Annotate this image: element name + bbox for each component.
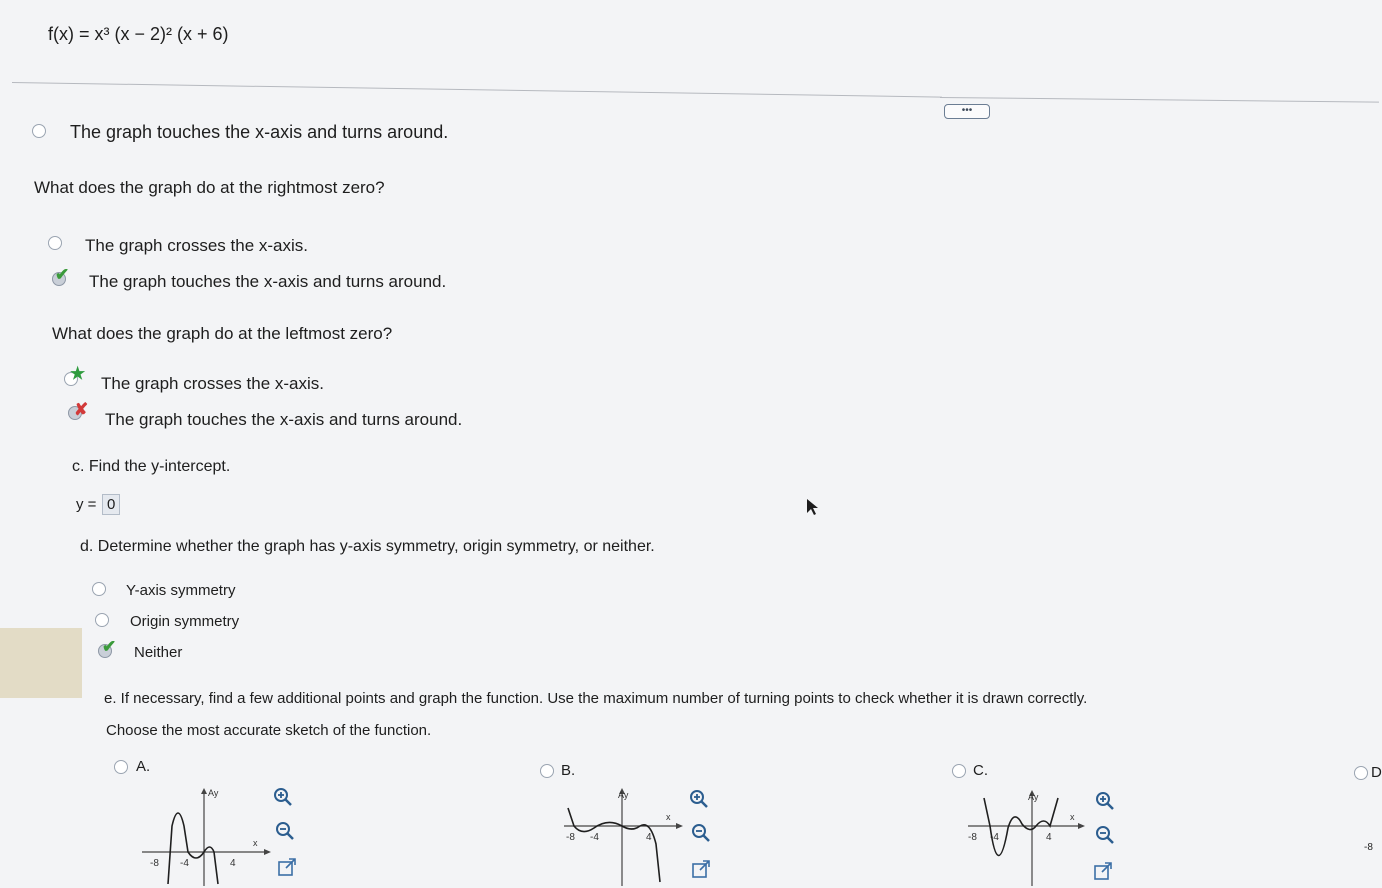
zoom-out-icon[interactable] [690, 822, 712, 844]
tick-label: -4 [180, 858, 189, 869]
choice-d-label[interactable]: D [1371, 764, 1382, 781]
tick-label: -8 [566, 832, 575, 843]
part-c-prompt: c. Find the y-intercept. [72, 458, 231, 475]
leftmost-zero-question: What does the graph do at the leftmost zero? [52, 324, 393, 343]
graph-choice-c[interactable] [964, 788, 1094, 888]
axis-label-x: x [666, 812, 671, 822]
graph-choice-b[interactable] [560, 786, 690, 888]
cross-icon: ✘ [74, 400, 89, 419]
zoom-in-icon[interactable] [688, 788, 710, 810]
function-expression: f(x) = x³ (x − 2)² (x + 6) [48, 24, 229, 44]
radio-y-axis-symmetry[interactable] [92, 582, 106, 596]
option-neither[interactable]: Neither [134, 644, 183, 661]
rightmost-option-touches[interactable]: The graph touches the x-axis and turns around. [89, 272, 447, 291]
axis-label-x: x [253, 838, 258, 848]
axis-label-y: Ay [208, 788, 219, 798]
open-external-icon[interactable] [1092, 860, 1114, 882]
tick-label: -8 [150, 858, 159, 869]
prev-option-label: The graph touches the x-axis and turns around. [70, 122, 449, 142]
option-origin-symmetry[interactable]: Origin symmetry [130, 613, 240, 630]
part-e-prompt: e. If necessary, find a few additional points and graph the function. Use the maximum number of turning points to check whether it is drawn correctly. [104, 690, 1088, 707]
radio-rightmost-crosses[interactable] [48, 236, 62, 250]
open-external-icon[interactable] [690, 858, 712, 880]
tick-label: -4 [590, 832, 599, 843]
radio-choice-b[interactable] [540, 764, 554, 778]
tick-label: -8 [1364, 842, 1373, 853]
divider-top-right [940, 97, 1379, 103]
function-curve [984, 798, 1058, 856]
y-intercept-answer[interactable]: 0 [102, 494, 120, 515]
star-icon: ★ [70, 364, 86, 383]
tick-label: 4 [646, 832, 652, 843]
axis-label-x: x [1070, 812, 1075, 822]
mouse-cursor-icon [806, 498, 820, 516]
radio-choice-c[interactable] [952, 764, 966, 778]
tick-label: 4 [230, 858, 236, 869]
check-icon: ✔ [102, 637, 117, 656]
radio-choice-a[interactable] [114, 760, 128, 774]
leftmost-option-touches[interactable]: The graph touches the x-axis and turns around. [105, 410, 463, 429]
radio-origin-symmetry[interactable] [95, 613, 109, 627]
axis-label-y: Ay [618, 790, 629, 800]
zoom-in-icon[interactable] [272, 786, 294, 808]
radio-prev-option[interactable] [32, 124, 46, 138]
check-icon: ✔ [55, 265, 70, 284]
open-external-icon[interactable] [276, 856, 298, 878]
tick-label: 4 [1046, 832, 1052, 843]
part-e-instruction: Choose the most accurate sketch of the function. [106, 722, 432, 739]
function-curve [568, 808, 660, 882]
rightmost-zero-question: What does the graph do at the rightmost zero? [34, 178, 385, 197]
rightmost-option-crosses[interactable]: The graph crosses the x-axis. [85, 236, 308, 255]
choice-b-label[interactable]: B. [561, 762, 576, 779]
zoom-out-icon[interactable] [1094, 824, 1116, 846]
zoom-out-icon[interactable] [274, 820, 296, 842]
more-options-button[interactable]: ••• [944, 104, 990, 119]
radio-choice-d[interactable] [1354, 766, 1368, 780]
y-intercept-label: y = [76, 496, 97, 513]
axis-label-y: Ay [1028, 792, 1039, 802]
choice-a-label[interactable]: A. [136, 758, 151, 775]
zoom-in-icon[interactable] [1094, 790, 1116, 812]
tick-label: -4 [990, 832, 999, 843]
option-y-axis-symmetry[interactable]: Y-axis symmetry [126, 582, 236, 599]
choice-c-label[interactable]: C. [973, 762, 988, 779]
tick-label: -8 [968, 832, 977, 843]
leftmost-option-crosses[interactable]: The graph crosses the x-axis. [101, 374, 324, 393]
divider-top [12, 82, 942, 98]
side-highlight-band [0, 628, 82, 698]
function-curve [168, 813, 218, 884]
part-d-prompt: d. Determine whether the graph has y-axis symmetry, origin symmetry, or neither. [80, 538, 655, 555]
graph-choice-a[interactable] [138, 786, 278, 888]
